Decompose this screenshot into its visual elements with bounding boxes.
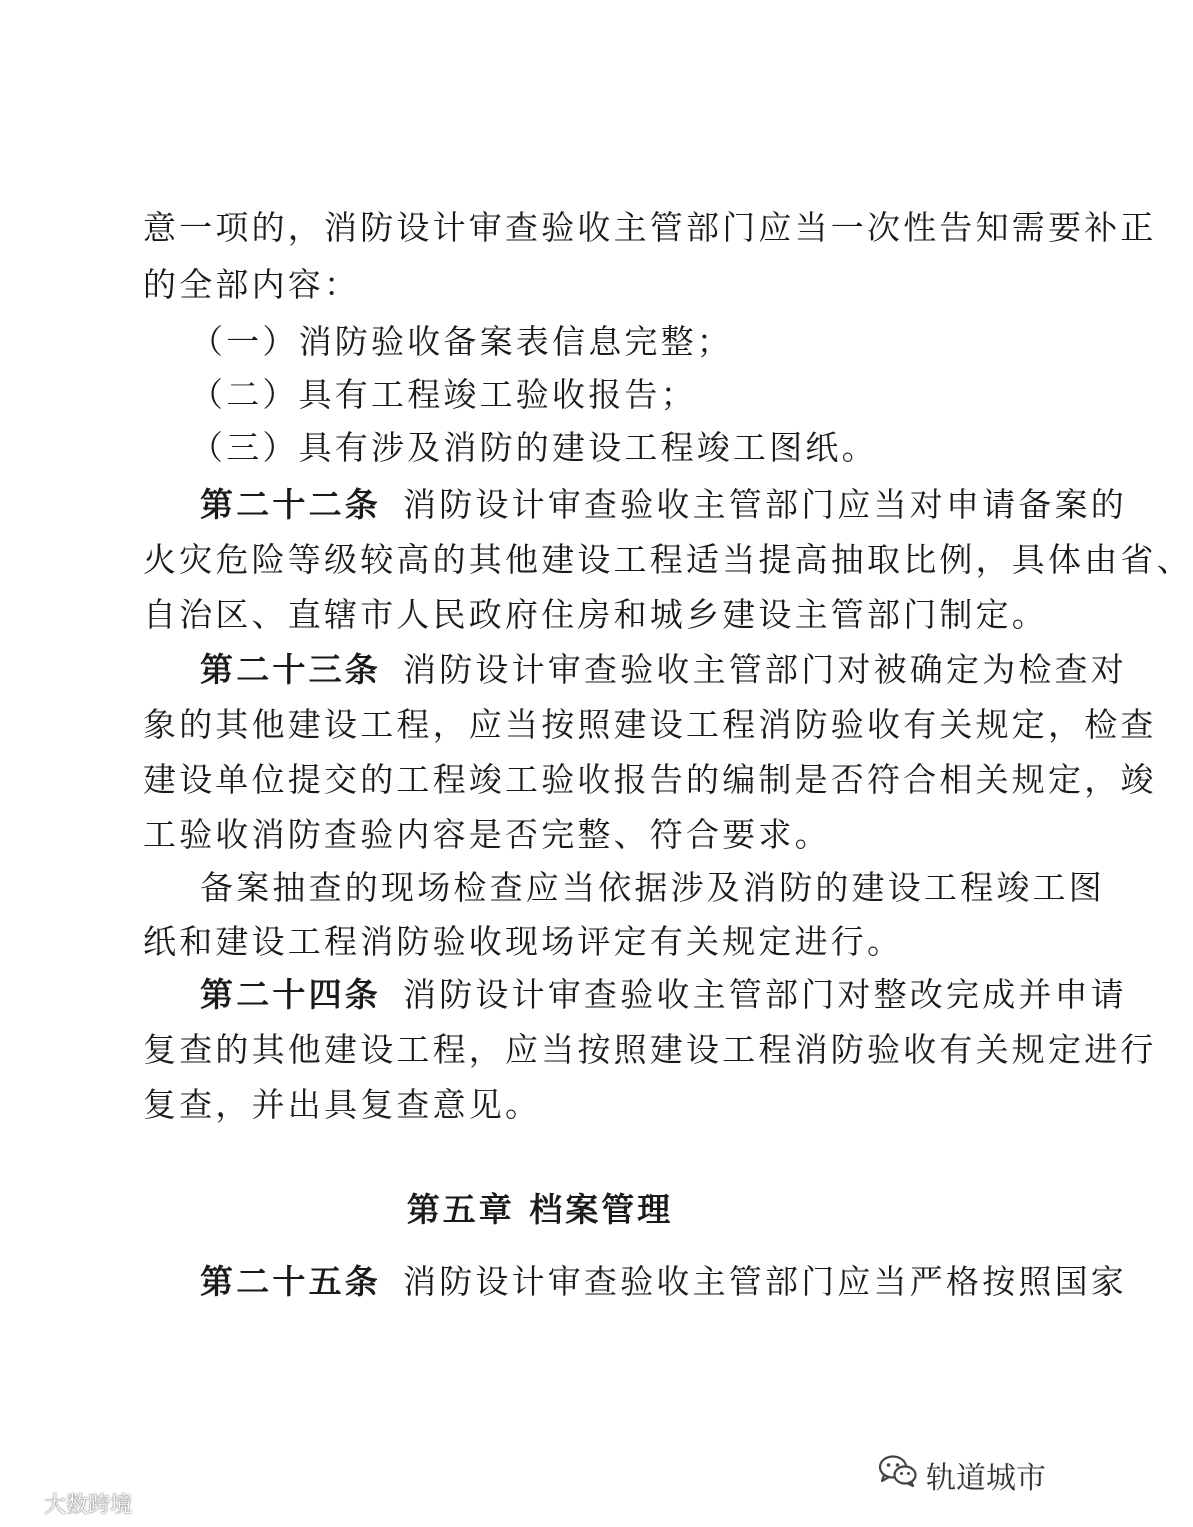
article-23 [200,650,1127,690]
article-text: 消防设计审查验收主管部门应当严格按照国家 [403,1262,1127,1301]
watermark-left [10,1488,132,1519]
text-line: 备案抽查的现场检查应当依据涉及消防的建设工程竣工图 [200,868,1105,907]
text-line: 象的其他建设工程，应当按照建设工程消防验收有关规定，检查 [143,705,1157,744]
watermark-right-text: 轨道城市 [926,1461,1046,1496]
article-24 [200,975,1127,1015]
text-line: 自治区、直辖市人民政府住房和城乡建设主管部门制定。 [143,595,1048,634]
text-line: 复查的其他建设工程，应当按照建设工程消防验收有关规定进行 [143,1030,1157,1069]
logo-mark-icon [10,1493,38,1515]
article-number: 第二十三条 [200,650,381,689]
list-item: （一）消防验收备案表信息完整； [190,322,733,361]
article-22 [200,485,1127,525]
text-line: 纸和建设工程消防验收现场评定有关规定进行。 [143,922,904,961]
article-number: 第二十五条 [200,1262,381,1301]
text-line: 意一项的，消防设计审查验收主管部门应当一次性告知需要补正 [143,208,1157,247]
list-item: （二）具有工程竣工验收报告； [190,375,697,414]
chapter-heading: 第五章 档案管理 [406,1190,674,1229]
watermark-left-text: 大数跨境 [44,1493,133,1518]
list-item: （三）具有涉及消防的建设工程竣工图纸。 [190,428,878,467]
wechat-icon [878,1454,918,1496]
article-25 [200,1262,1127,1302]
text-line: 建设单位提交的工程竣工验收报告的编制是否符合相关规定，竣 [143,760,1157,799]
text-line: 工验收消防查验内容是否完整、符合要求。 [143,815,831,854]
text-line: 火灾危险等级较高的其他建设工程适当提高抽取比例，具体由省、 [143,540,1193,579]
article-text: 消防设计审查验收主管部门对整改完成并申请 [403,975,1127,1014]
article-text: 消防设计审查验收主管部门应当对申请备案的 [403,485,1127,524]
watermark-right [878,1453,1046,1497]
text-line: 的全部内容： [143,265,361,304]
article-number: 第二十四条 [200,975,381,1014]
text-line: 复查，并出具复查意见。 [143,1085,542,1124]
article-text: 消防设计审查验收主管部门对被确定为检查对 [403,650,1127,689]
article-number: 第二十二条 [200,485,381,524]
